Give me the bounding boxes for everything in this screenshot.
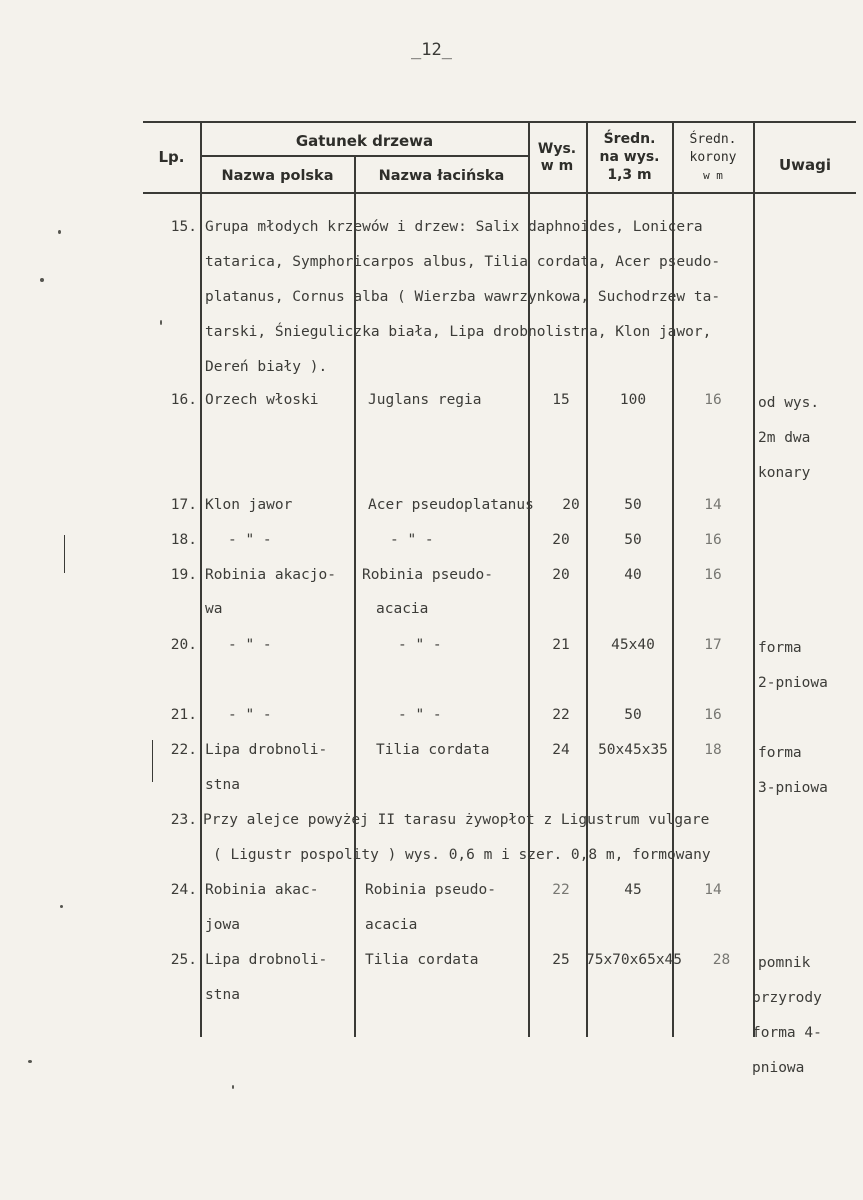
lacinska-19-1: Robinia pseudo- bbox=[362, 567, 493, 583]
sredn-17: 50 bbox=[624, 497, 642, 513]
polska-22-1: Lipa drobnoli- bbox=[205, 742, 328, 758]
korony-16: 16 bbox=[704, 392, 722, 408]
wys-24: 22 bbox=[552, 882, 570, 898]
polska-18: - " - bbox=[228, 532, 272, 548]
scan-speck bbox=[40, 278, 44, 282]
uwagi-16-2: 2m dwa bbox=[758, 430, 811, 446]
header-uwagi: Uwagi bbox=[778, 156, 832, 174]
lp-21: 21. bbox=[170, 707, 197, 723]
wys-19: 20 bbox=[552, 567, 570, 583]
lacinska-19-2: acacia bbox=[376, 601, 429, 617]
uwagi-25-3: forma 4- bbox=[752, 1025, 822, 1041]
korony-22: 18 bbox=[704, 742, 722, 758]
row-15-line-4: tarski, Śnieguliczka biała, Lipa drobnolistna, Klon jawor, bbox=[205, 324, 712, 340]
uwagi-16-3: konary bbox=[758, 465, 811, 481]
lp-19: 19. bbox=[170, 567, 197, 583]
wys-17: 20 bbox=[562, 497, 580, 513]
uwagi-25-4: pniowa bbox=[752, 1060, 805, 1076]
row-15-line-2: tatarica, Symphoricarpos albus, Tilia cordata, Acer pseudo- bbox=[205, 254, 721, 270]
lp-20: 20. bbox=[170, 637, 197, 653]
polska-19-2: wa bbox=[205, 601, 223, 617]
column-divider-lp bbox=[200, 121, 202, 1037]
sredn-19: 40 bbox=[624, 567, 642, 583]
scan-speck bbox=[160, 320, 162, 325]
polska-25-1: Lipa drobnoli- bbox=[205, 952, 328, 968]
sredn-24: 45 bbox=[624, 882, 642, 898]
uwagi-25-2: przyrody bbox=[752, 990, 822, 1006]
polska-25-2: stna bbox=[205, 987, 240, 1003]
scan-speck bbox=[232, 1085, 234, 1089]
header-sredn-2: na wys. bbox=[599, 149, 660, 165]
header-sredn-1: Średn. bbox=[603, 131, 656, 147]
lacinska-25: Tilia cordata bbox=[365, 952, 479, 968]
wys-21: 22 bbox=[552, 707, 570, 723]
sredn-22: 50x45x35 bbox=[598, 742, 668, 758]
uwagi-20-2: 2-pniowa bbox=[758, 675, 828, 691]
uwagi-22-2: 3-pniowa bbox=[758, 780, 828, 796]
header-nazwa-lacinska: Nazwa łacińska bbox=[378, 168, 505, 184]
lacinska-24-2: acacia bbox=[365, 917, 418, 933]
scan-speck bbox=[60, 905, 63, 908]
korony-20: 17 bbox=[704, 637, 722, 653]
header-wys-1: Wys. bbox=[537, 141, 577, 157]
korony-24: 14 bbox=[704, 882, 722, 898]
row-23-line-2: ( Ligustr pospolity ) wys. 0,6 m i szer. 0,8 m, formowany bbox=[213, 847, 711, 863]
lp-25: 25. bbox=[170, 952, 197, 968]
header-korony-3: w m bbox=[703, 169, 723, 182]
lacinska-16: Juglans regia bbox=[368, 392, 482, 408]
page-number: _12_ bbox=[411, 40, 452, 60]
lp-22: 22. bbox=[170, 742, 197, 758]
sredn-16: 100 bbox=[619, 392, 647, 408]
scan-speck bbox=[28, 1060, 32, 1063]
header-korony-1: Średn. bbox=[689, 132, 737, 147]
lp-18: 18. bbox=[170, 532, 197, 548]
header-korony-2: korony bbox=[689, 150, 737, 165]
sredn-25: 75x70x65x45 bbox=[585, 952, 683, 968]
korony-21: 16 bbox=[704, 707, 722, 723]
wys-20: 21 bbox=[552, 637, 570, 653]
polska-21: - " - bbox=[228, 707, 272, 723]
row-23-line-1: Przy alejce powyżej II tarasu żywopłot z Ligustrum vulgare bbox=[203, 812, 710, 828]
korony-18: 16 bbox=[704, 532, 722, 548]
header-sub-rule bbox=[201, 155, 528, 157]
header-lp: Lp. bbox=[158, 148, 185, 166]
row-15-line-1: Grupa młodych krzewów i drzew: Salix daphnoides, Lonicera bbox=[205, 219, 703, 235]
header-wys-2: w m bbox=[540, 158, 574, 174]
sredn-20: 45x40 bbox=[611, 637, 655, 653]
scan-speck bbox=[58, 230, 61, 234]
row-15-line-5: Dereń biały ). bbox=[205, 359, 328, 375]
header-sredn-3: 1,3 m bbox=[607, 167, 652, 183]
table-top-rule bbox=[143, 121, 856, 123]
uwagi-22-1: forma bbox=[758, 745, 802, 761]
wys-22: 24 bbox=[552, 742, 570, 758]
korony-19: 16 bbox=[704, 567, 722, 583]
wys-16: 15 bbox=[552, 392, 570, 408]
polska-24-1: Robinia akac- bbox=[205, 882, 319, 898]
polska-19-1: Robinia akacjo- bbox=[205, 567, 336, 583]
lacinska-22: Tilia cordata bbox=[376, 742, 490, 758]
polska-22-2: stna bbox=[205, 777, 240, 793]
lp-17: 17. bbox=[170, 497, 197, 513]
sredn-18: 50 bbox=[624, 532, 642, 548]
lacinska-24-1: Robinia pseudo- bbox=[365, 882, 496, 898]
header-nazwa-polska: Nazwa polska bbox=[221, 168, 334, 184]
lp-24: 24. bbox=[170, 882, 197, 898]
margin-mark bbox=[152, 740, 153, 782]
polska-24-2: jowa bbox=[205, 917, 240, 933]
polska-16: Orzech włoski bbox=[205, 392, 319, 408]
header-gatunek: Gatunek drzewa bbox=[295, 132, 434, 150]
lp-15: 15. bbox=[170, 219, 197, 235]
lp-23: 23. bbox=[170, 812, 197, 828]
lp-16: 16. bbox=[170, 392, 197, 408]
wys-25: 25 bbox=[552, 952, 570, 968]
row-15-line-3: platanus, Cornus alba ( Wierzba wawrzynkowa, Suchodrzew ta- bbox=[205, 289, 721, 305]
uwagi-16-1: od wys. bbox=[758, 395, 820, 411]
wys-18: 20 bbox=[552, 532, 570, 548]
column-divider-korony bbox=[753, 121, 755, 1037]
korony-17: 14 bbox=[704, 497, 722, 513]
polska-20: - " - bbox=[228, 637, 272, 653]
lacinska-18: - " - bbox=[390, 532, 434, 548]
lacinska-17: Acer pseudoplatanus bbox=[368, 497, 534, 513]
polska-17: Klon jawor bbox=[205, 497, 293, 513]
lacinska-20: - " - bbox=[398, 637, 442, 653]
header-bottom-rule bbox=[143, 192, 856, 194]
lacinska-21: - " - bbox=[398, 707, 442, 723]
uwagi-20-1: forma bbox=[758, 640, 802, 656]
uwagi-25-1: pomnik bbox=[758, 955, 811, 971]
margin-mark bbox=[64, 535, 65, 573]
korony-25: 28 bbox=[712, 952, 731, 968]
sredn-21: 50 bbox=[624, 707, 642, 723]
